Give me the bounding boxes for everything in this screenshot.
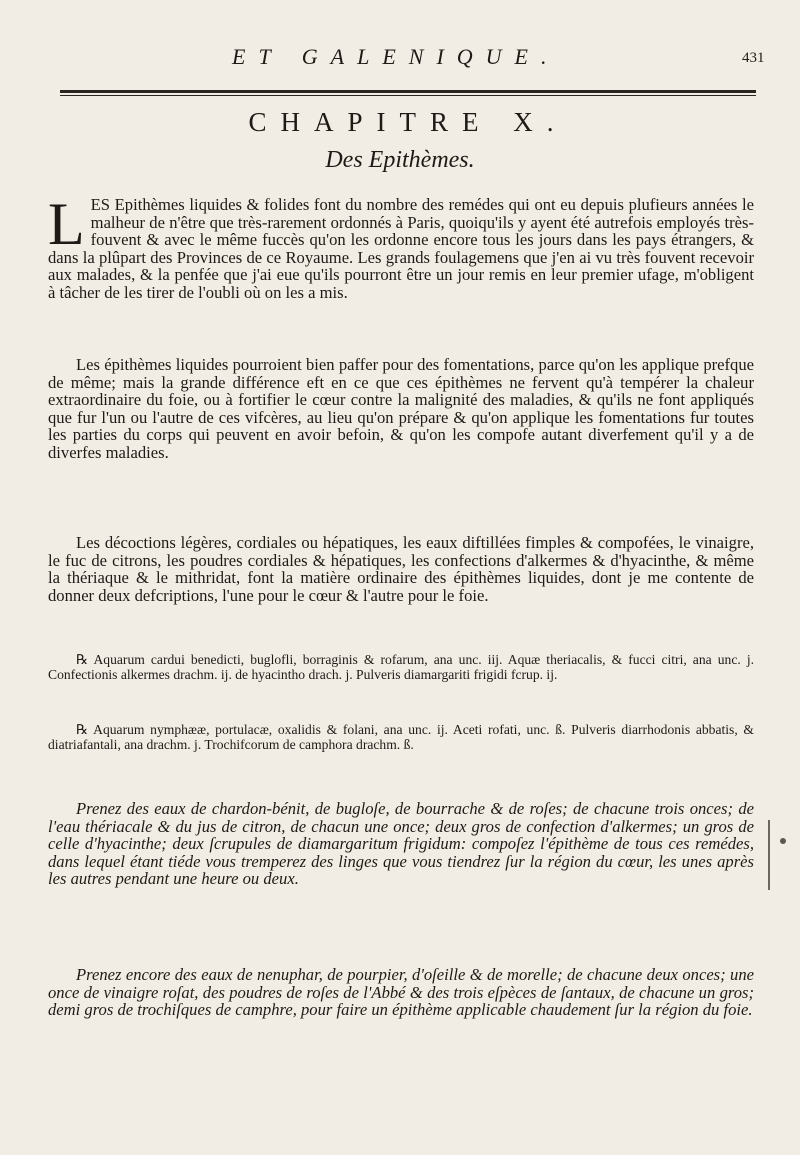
page-number: 431 xyxy=(742,50,765,66)
paragraph-3: Les décoctions légères, cordiales ou hépatiques, les eaux diftillées fimples & compofées, le vinaigre, le fuc de citrons, les poudres cordiales & hépatiques, les confections d'alkermes & d'hyacinthe, & même la thériaque & le mithridat, font la matière ordinaire des épithèmes liquides, dont je me contente de donner deux defcriptions, l'une pour le cœur & l'autre pour le foie. xyxy=(48,533,754,605)
paragraph-1 xyxy=(48,191,754,302)
section-title: Des Epithèmes. xyxy=(325,147,475,173)
recipe-2: ℞ Aquarum nymphææ, portulacæ, oxalidis & folani, ana unc. ij. Aceti rofati, unc. ß. Pulveris diarrhodonis abbatis, & diatriafantali, ana drachm. j. Trochifcorum de camphora drachm. ß. xyxy=(48,722,754,753)
recipe-1: ℞ Aquarum cardui benedicti, buglofli, borraginis & rofarum, ana unc. iij. Aquæ theriacalis, & fucci citri, ana unc. j. Confectionis alkermes drachm. ij. de hyacintho drach. j. Pulveris diamargariti frigidi fcrup. ij. xyxy=(48,652,754,683)
drop-cap: L xyxy=(48,191,85,257)
header-rule xyxy=(60,90,756,96)
running-head xyxy=(0,44,800,74)
running-title: ET GALENIQUE. xyxy=(232,44,560,69)
paragraph-text: ES Epithèmes liquides & folides font du nombre des remédes qui ont eu depuis plufieurs années le malheur de n'être que très-rarement ordonnés à Paris, quoiqu'ils y ayent été autrefois employés très-fouvent & avec le même fuccès qu'on les ordonne encore tous les jours dans les pays étrangers, & dans la plûpart des Provinces de ce Royaume. Les grands foulagemens que j'en ai vu très fouvent recevoir aux malades, & la penfée que j'ai eue qu'ils pourront être un jour remis en leur premier ufage, m'obligent à tâcher de les tirer de l'oubli où on les a mis. xyxy=(48,195,754,302)
margin-mark xyxy=(768,820,784,890)
instruction-2: Prenez encore des eaux de nenuphar, de pourpier, d'oſeille & de morelle; de chacune deux onces; une once de vinaigre roſat, des poudres de roſes de l'Abbé & des trois eſpèces de ſantaux, de chacune un gros; demi gros de trochiſques de camphre, pour faire un épithème applicable chaudement ſur la région du foie. xyxy=(48,965,754,1020)
chapter-title: CHAPITRE X. xyxy=(248,107,568,137)
margin-dot xyxy=(780,838,786,844)
instruction-1: Prenez des eaux de chardon-bénit, de bugloſe, de bourrache & de roſes; de chacune trois onces; de l'eau thériacale & du jus de citron, de chacun une once; deux gros de confection d'alkermes; un gros de celle d'hyacinthe; deux ſcrupules de diamargaritum frigidum: compoſez l'épithème de tous ces remédes, dans lequel étant tiéde vous tremperez des linges que vous tiendrez ſur la région du cœur, les unes après les autres pendant une heure ou deux. xyxy=(48,799,754,889)
paragraph-2: Les épithèmes liquides pourroient bien paffer pour des fomentations, parce qu'on les applique prefque de même; mais la grande différence eft en ce que ces épithèmes ne fervent qu'à tempérer la chaleur extraordinaire du foie, ou à fortifier le cœur contre la malignité des maladies, & qu'ils ne font appliqués que fur l'un ou l'autre de ces vifcères, au lieu qu'on prépare & qu'on applique les fomentations fur toutes les parties du corps qui peuvent en avoir befoin, & qu'on les compofe autant diverfement qu'il y a de diverfes maladies. xyxy=(48,355,754,462)
